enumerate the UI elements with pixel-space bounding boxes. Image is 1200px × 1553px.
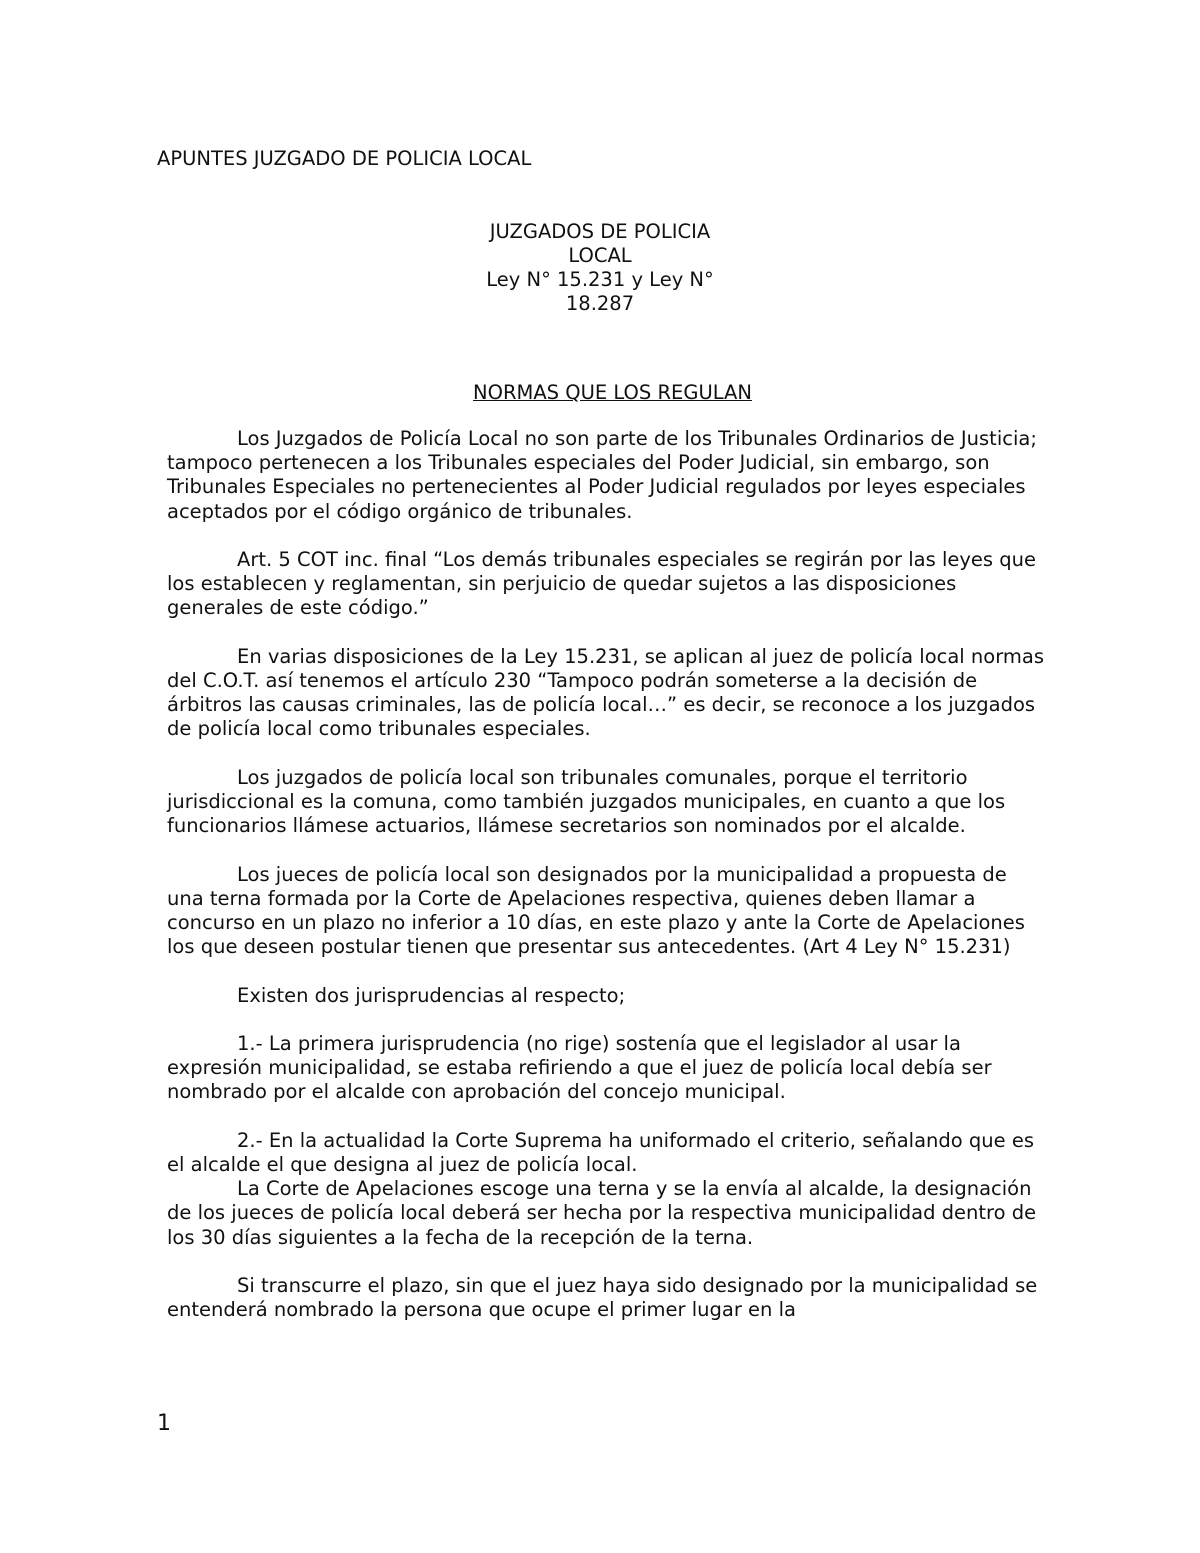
paragraph-5: Los jueces de policía local son designados por la municipalidad a propuesta de una terna formada por la Corte de Apelaciones respectiva, quienes deben llamar a concurso en un plazo no inferior a 10 días, en este plazo y ante la Corte de Apelaciones los que deseen postular tienen que presentar sus antecedentes. (Art 4 Ley N° 15.231) — [167, 862, 1025, 959]
paragraph-6: Existen dos jurisprudencias al respecto; — [237, 983, 626, 1007]
paragraph-2: Art. 5 COT inc. final “Los demás tribunales especiales se regirán por las leyes que los establecen y reglamentan, sin perjuicio de quedar sujetos a las disposiciones generales de este código.” — [167, 548, 1037, 620]
center-heading-line-2: LOCAL — [568, 244, 632, 267]
center-heading — [455, 220, 745, 316]
paragraph-7: 1.- La primera jurisprudencia (no rige) sostenía que el legislador al usar la expresión municipalidad, se estaba refiriendo a que el juez de policía local debía ser nombrado por el alcalde con aprobación del concejo municipal. — [167, 1031, 992, 1104]
section-heading: NORMAS QUE LOS REGULAN — [473, 381, 752, 404]
center-heading-line-3: Ley N° 15.231 y Ley N° — [486, 268, 714, 291]
center-heading-line-1: JUZGADOS DE POLICIA — [489, 220, 711, 243]
paragraph-9: La Corte de Apelaciones escoge una terna y se la envía al alcalde, la designación de los jueces de policía local deberá ser hecha por la respectiva municipalidad dentro de los 30 días siguientes a la fecha de la recepción de la terna. — [167, 1177, 1037, 1249]
paragraph-10: Si transcurre el plazo, sin que el juez haya sido designado por la municipalidad se entenderá nombrado la persona que ocupe el primer lugar en la — [167, 1273, 1038, 1322]
paragraph-4: Los juzgados de policía local son tribunales comunales, porque el territorio jurisdiccional es la comuna, como también juzgados municipales, en cuanto a que los funcionarios llámese actuarios, llámese secretarios son nominados por el alcalde. — [167, 765, 1006, 838]
paragraph-3: En varias disposiciones de la Ley 15.231, se aplican al juez de policía local normas del C.O.T. así tenemos el artículo 230 “Tampoco podrán someterse a la decisión de árbitros las causas criminales, las de policía local…” es decir, se reconoce a los juzgados de policía local como tribunales especiales. — [167, 644, 1044, 741]
document-title: APUNTES JUZGADO DE POLICIA LOCAL — [157, 147, 532, 170]
body-text — [167, 427, 1047, 1347]
paragraph-8: 2.- En la actualidad la Corte Suprema ha uniformado el criterio, señalando que es el alcalde el que designa al juez de policía local. — [167, 1128, 1034, 1176]
paragraph-1: Los Juzgados de Policía Local no son parte de los Tribunales Ordinarios de Justicia; tampoco pertenecen a los Tribunales especiales del Poder Judicial, sin embargo, son Tribunales Especiales no pertenecientes al Poder Judicial regulados por leyes especiales aceptados por el código orgánico de tribunales. — [167, 427, 1037, 523]
center-heading-line-4: 18.287 — [565, 292, 635, 315]
page-number: 1 — [157, 1411, 171, 1436]
